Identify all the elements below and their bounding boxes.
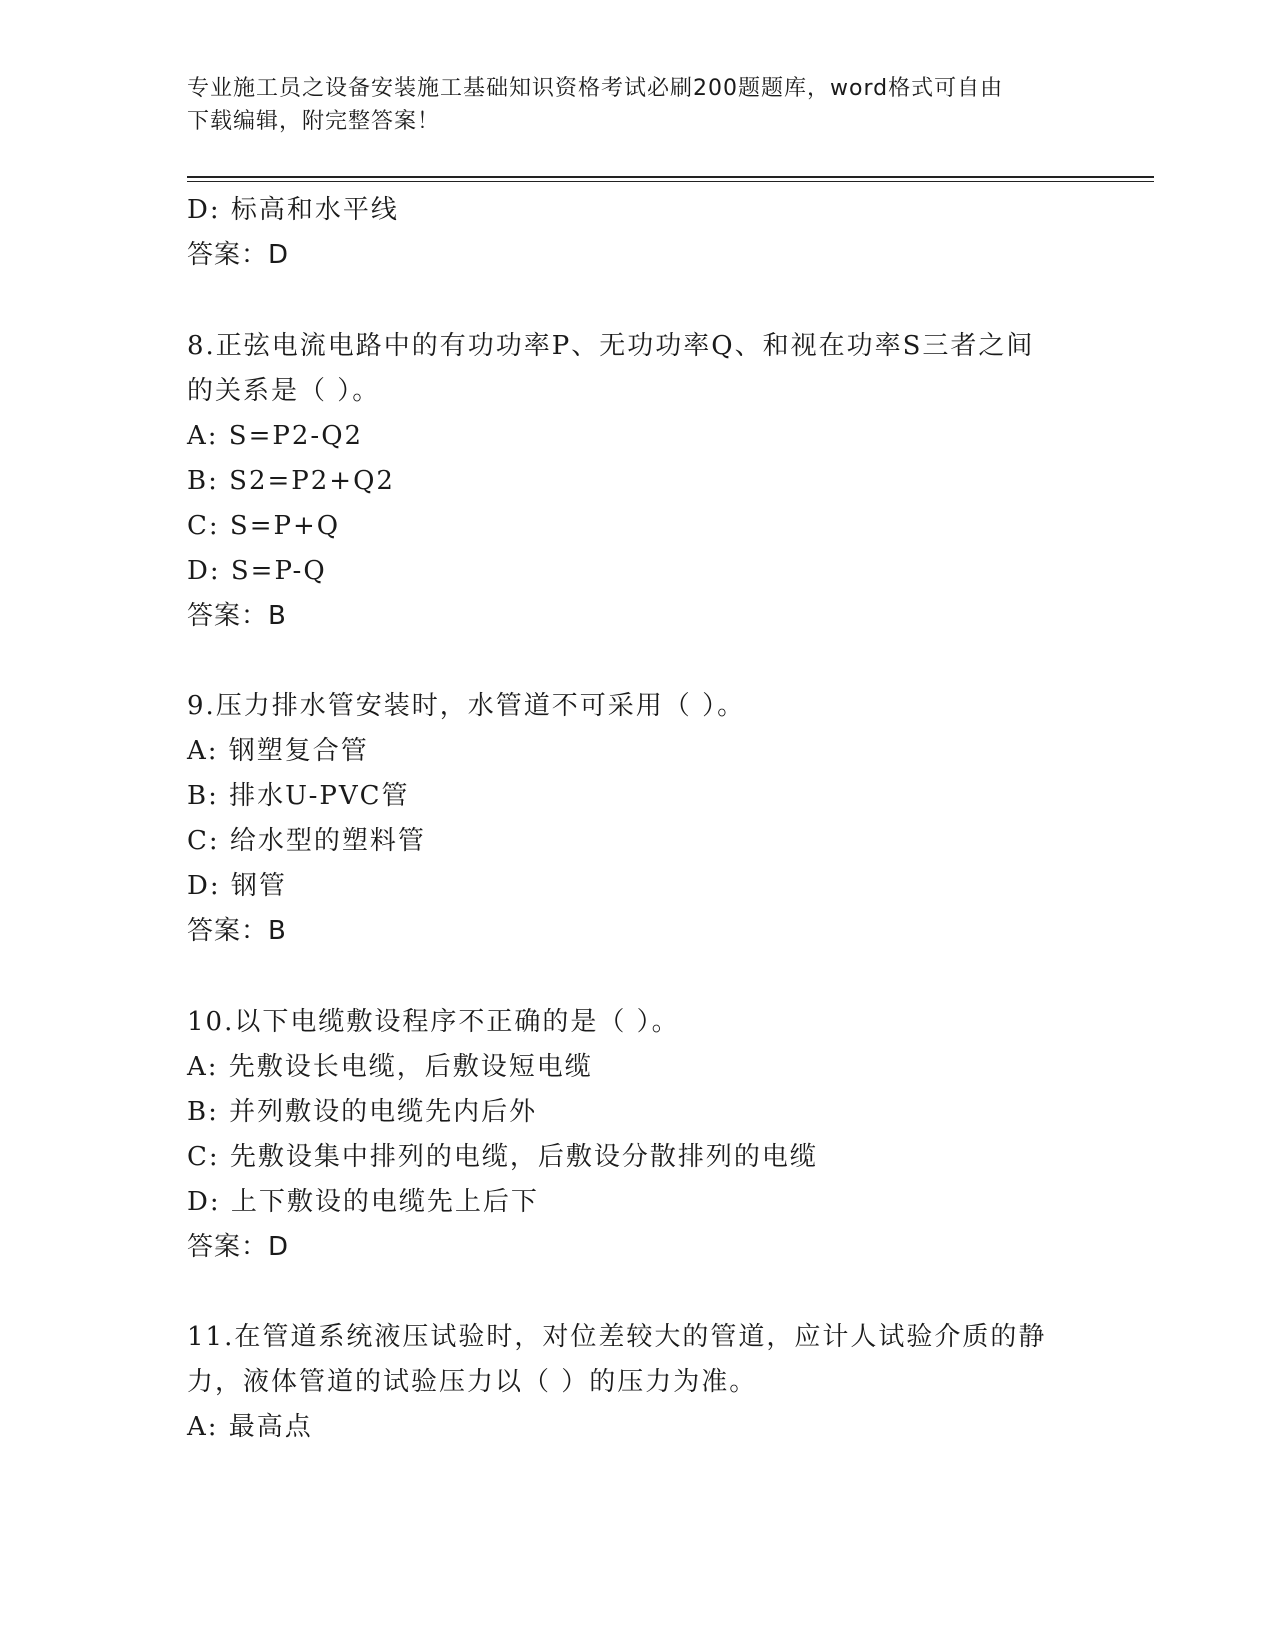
header-line-1: 专业施工员之设备安装施工基础知识资格考试必刷200题题库，word格式可自由	[187, 76, 1004, 101]
header-divider-thick	[187, 176, 1154, 178]
q10-option-d: D: 上下敷设的电缆先上后下	[187, 1187, 539, 1217]
q9-answer: 答案：B	[187, 916, 287, 946]
q8-option-b: B: S2=P2+Q2	[187, 466, 395, 496]
q9-option-d: D: 钢管	[187, 871, 287, 901]
header-line-2: 下载编辑，附完整答案！	[187, 109, 441, 134]
q8-answer: 答案：B	[187, 601, 287, 631]
q9-stem-line-1: 9.压力排水管安装时，水管道不可采用（ ）。	[187, 691, 746, 721]
q8-option-a: A: S=P2-Q2	[187, 421, 364, 451]
q10-stem-line-1: 10.以下电缆敷设程序不正确的是（ ）。	[187, 1007, 680, 1037]
q8-option-d: D: S=P-Q	[187, 556, 327, 586]
q7-answer: 答案：D	[187, 240, 290, 270]
q10-option-c: C: 先敷设集中排列的电缆，后敷设分散排列的电缆	[187, 1142, 818, 1172]
header-divider-thin	[187, 181, 1154, 182]
q9-option-c: C: 给水型的塑料管	[187, 826, 426, 856]
q10-option-b: B: 并列敷设的电缆先内后外	[187, 1097, 538, 1127]
q8-stem-line-2: 的关系是（ ）。	[187, 376, 381, 406]
q10-answer: 答案：D	[187, 1232, 290, 1262]
q8-option-c: C: S=P+Q	[187, 511, 341, 541]
document-header	[187, 72, 1067, 138]
q9-option-a: A: 钢塑复合管	[187, 736, 369, 766]
q11-stem-line-2: 力，液体管道的试验压力以（ ）的压力为准。	[187, 1367, 758, 1397]
q10-option-a: A: 先敷设长电缆，后敷设短电缆	[187, 1052, 593, 1082]
q11-stem-line-1: 11.在管道系统液压试验时，对位差较大的管道，应计人试验介质的静	[187, 1322, 1047, 1352]
q7-option-d: D: 标高和水平线	[187, 195, 399, 225]
q9-option-b: B: 排水U-PVC管	[187, 781, 410, 811]
q11-option-a: A: 最高点	[187, 1412, 313, 1442]
q8-stem-line-1: 8.正弦电流电路中的有功功率P、无功功率Q、和视在功率S三者之间	[187, 331, 1035, 361]
